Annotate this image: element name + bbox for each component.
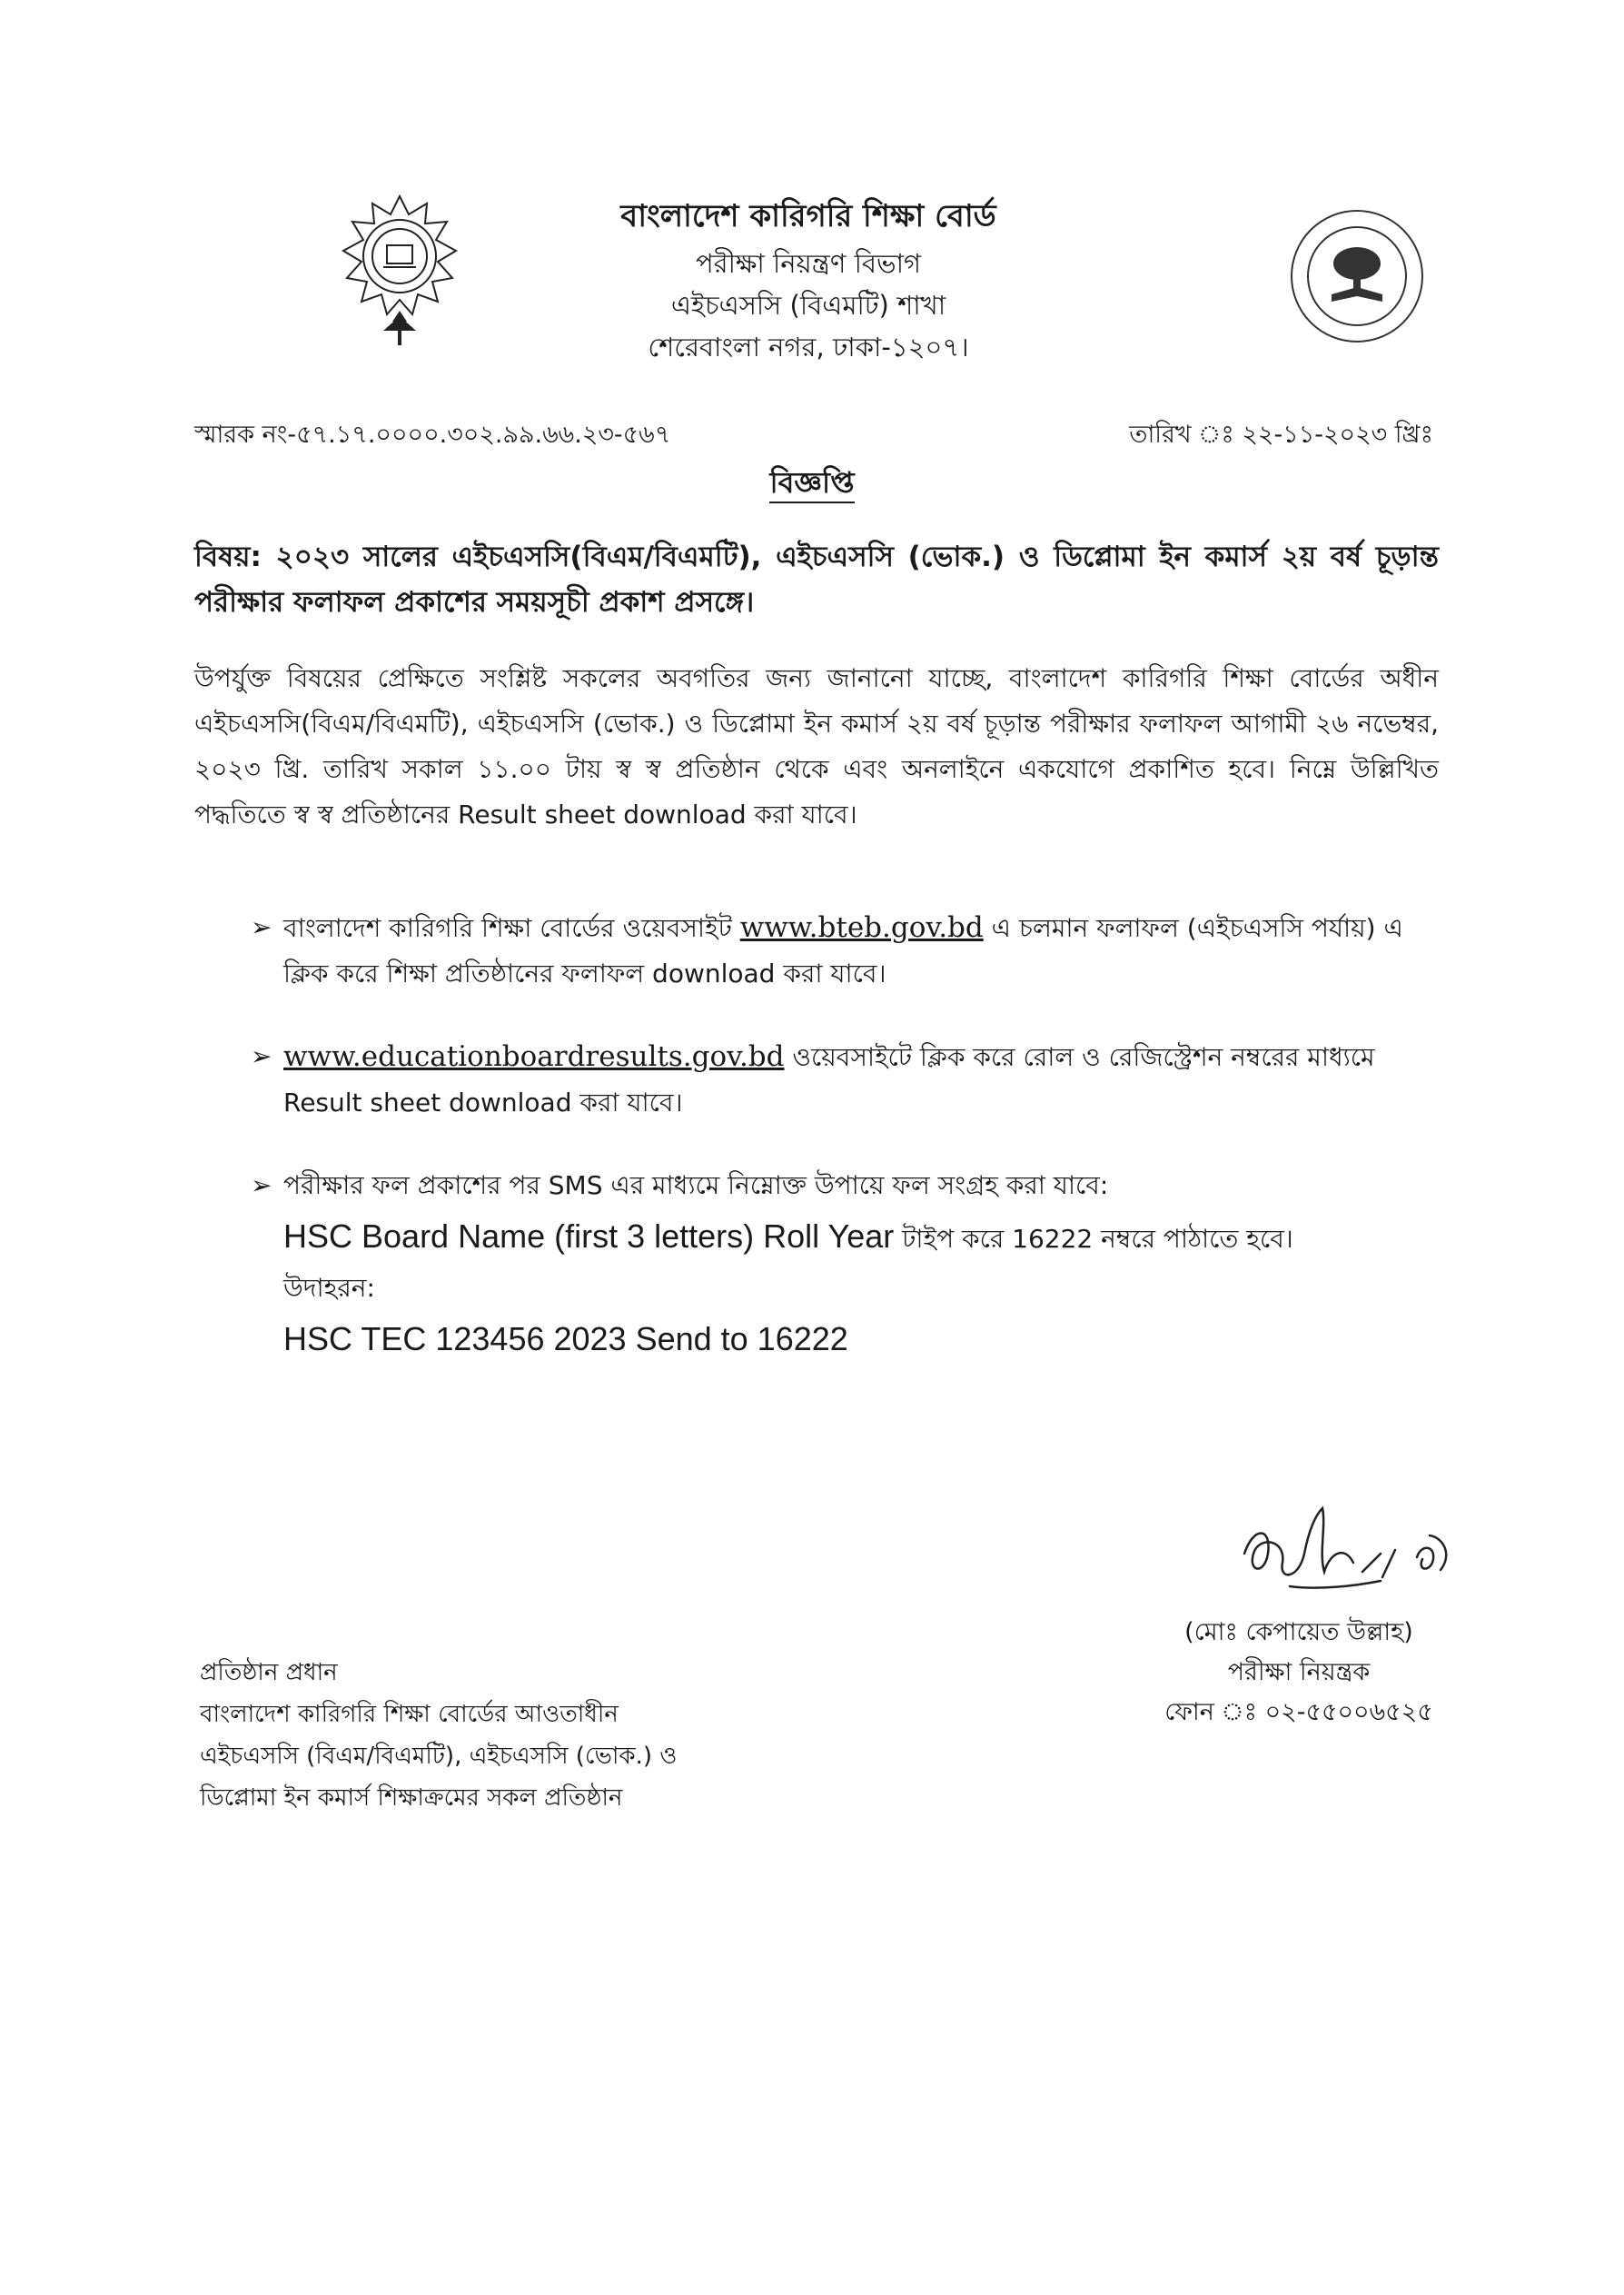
recipient-line: প্রতিষ্ঠান প্রধান	[200, 1659, 338, 1686]
example-label: উদাহরন:	[283, 1273, 375, 1303]
signer-name: (মোঃ কেপায়েত উল্লাহ)	[1184, 1618, 1413, 1646]
memo-number: স্মারক নং-৫৭.১৭.০০০০.৩০২.৯৯.৬৬.২৩-৫৬৭	[194, 421, 671, 449]
subject-line: বিষয়: ২০২৩ সালের এইচএসসি(বিএম/বিএমটি), এইচএসসি (ভোক.) ও ডিপ্লোমা ইন কমার্স ২য় বর্ষ চূড়ান্ত পরীক্ষার ফলাফল প্রকাশের সময়সূচী প্রকাশ প্রসঙ্গে।	[194, 541, 1439, 619]
department-name: পরীক্ষা নিয়ন্ত্রণ বিভাগ	[695, 248, 922, 279]
board-address: শেরেবাংলা নগর, ঢাকা-১২০৭।	[648, 332, 969, 363]
sms-format	[283, 1214, 1439, 1262]
bullet-bteb-website	[251, 905, 1439, 997]
arrow-bullet-icon: ➢	[251, 1170, 272, 1200]
sms-intro: পরীক্ষার ফল প্রকাশের পর SMS এর মাধ্যমে নিম্নোক্ত উপায়ে ফল সংগ্রহ করা যাবে:	[283, 1170, 1109, 1200]
government-seal-icon	[338, 194, 461, 349]
bullet-text: বাংলাদেশ কারিগরি শিক্ষা বোর্ডের ওয়েবসাইট	[283, 913, 740, 943]
sms-format-english: HSC Board Name (first 3 letters) Roll Year	[283, 1217, 895, 1255]
education-board-results-link[interactable]: www.educationboardresults.gov.bd	[283, 1040, 785, 1073]
recipient-line: ডিপ্লোমা ইন কমার্স শিক্ষাক্রমের সকল প্রতিষ্ঠান	[200, 1784, 623, 1812]
recipient-line: বাংলাদেশ কারিগরি শিক্ষা বোর্ডের আওতাধীন	[200, 1701, 619, 1728]
notice-title	[0, 460, 1624, 509]
section-name: এইচএসসি (বিএমটি) শাখা	[670, 290, 946, 321]
recipient-line: এইচএসসি (বিএম/বিএমটি), এইচএসসি (ভোক.) ও	[200, 1743, 678, 1770]
board-emblem-icon	[1288, 207, 1426, 345]
recipients-block	[200, 1652, 677, 1819]
board-name: বাংলাদেশ কারিগরি শিক্ষা বোর্ড	[620, 198, 996, 234]
handwritten-signature	[1235, 1499, 1508, 1608]
arrow-bullet-icon: ➢	[251, 1041, 272, 1071]
arrow-bullet-icon: ➢	[251, 912, 272, 942]
signer-title: পরীক্ষা নিয়ন্ত্রক	[1227, 1658, 1371, 1686]
body-paragraph: উপর্যুক্ত বিষয়ের প্রেক্ষিতে সংশ্লিষ্ট সকলের অবগতির জন্য জানানো যাচ্ছে, বাংলাদেশ কারিগরি শিক্ষা বোর্ডের অধীন এইচএসসি(বিএম/বিএমটি), এইচএসসি (ভোক.) ও ডিপ্লোমা ইন কমার্স ২য় বর্ষ চূড়ান্ত পরীক্ষার ফলাফল আগামী ২৬ নভেম্বর, ২০২৩ খ্রি. তারিখ সকাল ১১.০০ টায় স্ব স্ব প্রতিষ্ঠান থেকে এবং অনলাইনে একযোগে প্রকাশিত হবে। নিম্নে উল্লিখিত পদ্ধতিতে স্ব স্ব প্রতিষ্ঠানের Result sheet download করা যাবে।	[194, 663, 1439, 830]
bullet-education-board-website	[251, 1034, 1439, 1126]
sms-format-bangla: টাইপ করে 16222 নম্বরে পাঠাতে হবে।	[894, 1224, 1293, 1254]
bullet-text: ওয়েবসাইটে ক্লিক করে রোল ও রেজিস্ট্রেশন নম্বরের মাধ্যমে Result sheet download করা যাবে।	[283, 1042, 1375, 1118]
bullet-text: এ চলমান ফলাফল (এইচএসসি পর্যায়) এ ক্লিক করে শিক্ষা প্রতিষ্ঠানের ফলাফল download করা যাবে।	[283, 913, 1403, 989]
signer-phone: ফোন ঃ ০২-৫৫০০৬৫২৫	[1164, 1698, 1433, 1726]
bteb-website-link[interactable]: www.bteb.gov.bd	[739, 911, 984, 944]
memo-date: তারিখ ঃ ২২-১১-২০২৩ খ্রিঃ	[1129, 421, 1433, 449]
bullet-sms	[251, 1163, 1439, 1367]
sms-example: HSC TEC 123456 2023 Send to 16222	[283, 1320, 848, 1357]
notice-title-text: বিজ্ঞপ্তি	[769, 465, 854, 503]
